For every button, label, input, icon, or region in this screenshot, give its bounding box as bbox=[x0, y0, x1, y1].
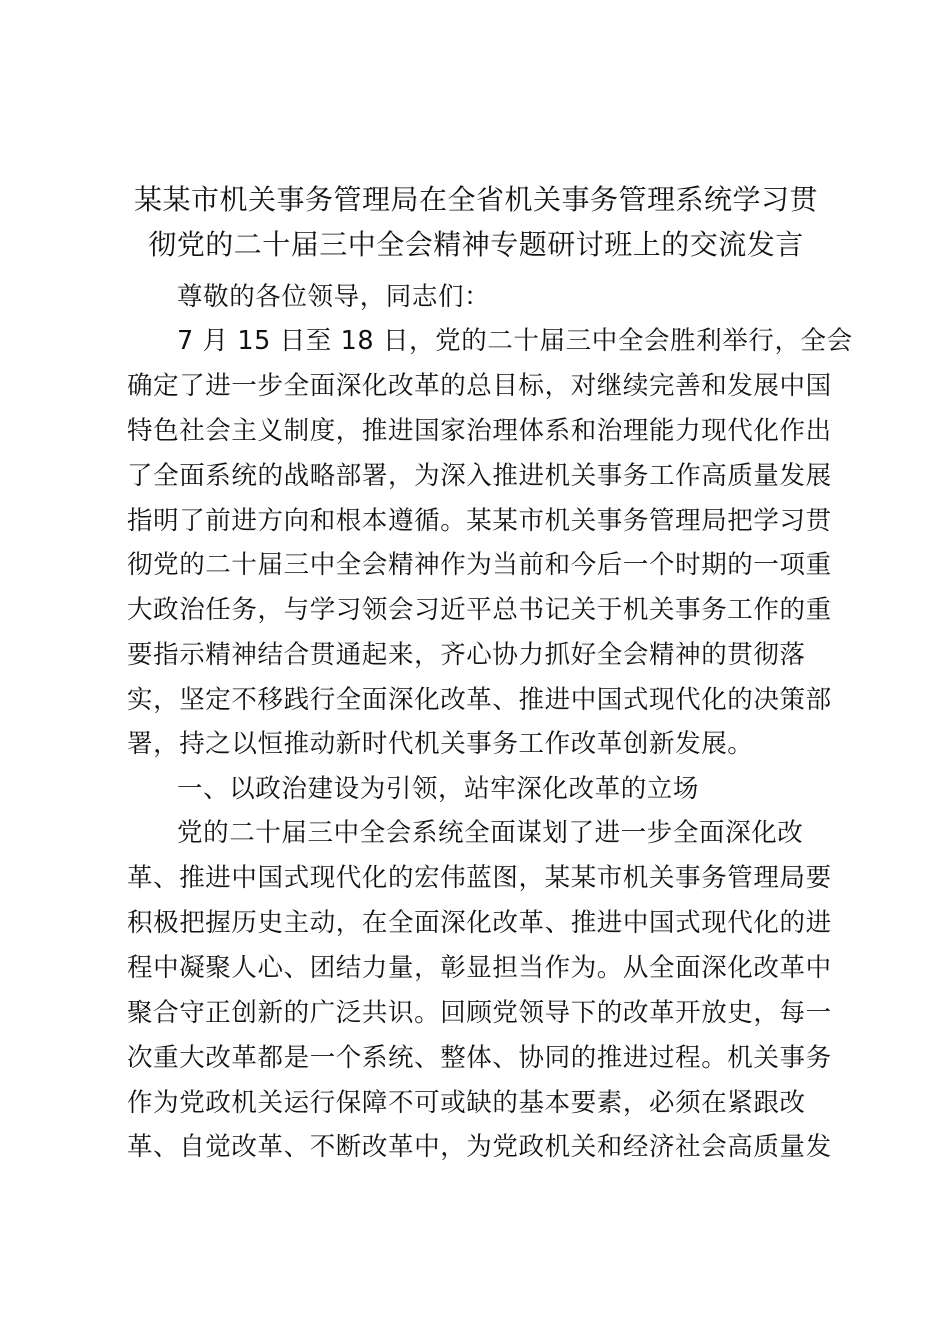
paragraph-2-line: 党的二十届三中全会系统全面谋划了进一步全面深化改 bbox=[177, 818, 804, 848]
paragraph-2-line: 积极把握历史主动，在全面深化改革、推进中国式现代化的进 bbox=[127, 908, 832, 938]
document-title-line-2: 彻党的二十届三中全会精神专题研讨班上的交流发言 bbox=[148, 228, 804, 261]
paragraph-2-line: 革、自觉改革、不断改革中，为党政机关和经济社会高质量发 bbox=[127, 1132, 832, 1162]
paragraph-1-line: 彻党的二十届三中全会精神作为当前和今后一个时期的一项重 bbox=[127, 550, 832, 580]
paragraph-2-line: 聚合守正创新的广泛共识。回顾党领导下的改革开放史，每一 bbox=[127, 998, 832, 1028]
paragraph-1-line: 了全面系统的战略部署，为深入推进机关事务工作高质量发展 bbox=[127, 461, 832, 491]
paragraph-2-line: 程中凝聚人心、团结力量，彰显担当作为。从全面深化改革中 bbox=[127, 953, 832, 983]
paragraph-2-line: 次重大改革都是一个系统、整体、协同的推进过程。机关事务 bbox=[127, 1043, 832, 1073]
paragraph-2-line: 作为党政机关运行保障不可或缺的基本要素，必须在紧跟改 bbox=[127, 1088, 806, 1118]
paragraph-1-line: 指明了前进方向和根本遵循。某某市机关事务管理局把学习贯 bbox=[127, 506, 832, 536]
paragraph-2-line: 革、推进中国式现代化的宏伟蓝图，某某市机关事务管理局要 bbox=[127, 863, 832, 893]
document-title-line-1: 某某市机关事务管理局在全省机关事务管理系统学习贯 bbox=[133, 183, 818, 216]
paragraph-1-line: 确定了进一步全面深化改革的总目标，对继续完善和发展中国 bbox=[127, 371, 832, 401]
paragraph-1-line: 实，坚定不移践行全面深化改革、推进中国式现代化的决策部 bbox=[127, 685, 832, 715]
paragraph-1-line: 大政治任务，与学习领会习近平总书记关于机关事务工作的重 bbox=[127, 595, 832, 625]
paragraph-1-line: 7 月 15 日至 18 日，党的二十届三中全会胜利举行，全会 bbox=[177, 326, 853, 356]
salutation: 尊敬的各位领导，同志们： bbox=[177, 282, 491, 312]
paragraph-1-line: 要指示精神结合贯通起来，齐心协力抓好全会精神的贯彻落 bbox=[127, 640, 806, 670]
section-heading-1: 一、以政治建设为引领，站牢深化改革的立场 bbox=[177, 774, 700, 804]
paragraph-1-line: 特色社会主义制度，推进国家治理体系和治理能力现代化作出 bbox=[127, 416, 832, 446]
paragraph-1-line: 署，持之以恒推动新时代机关事务工作改革创新发展。 bbox=[127, 729, 754, 759]
